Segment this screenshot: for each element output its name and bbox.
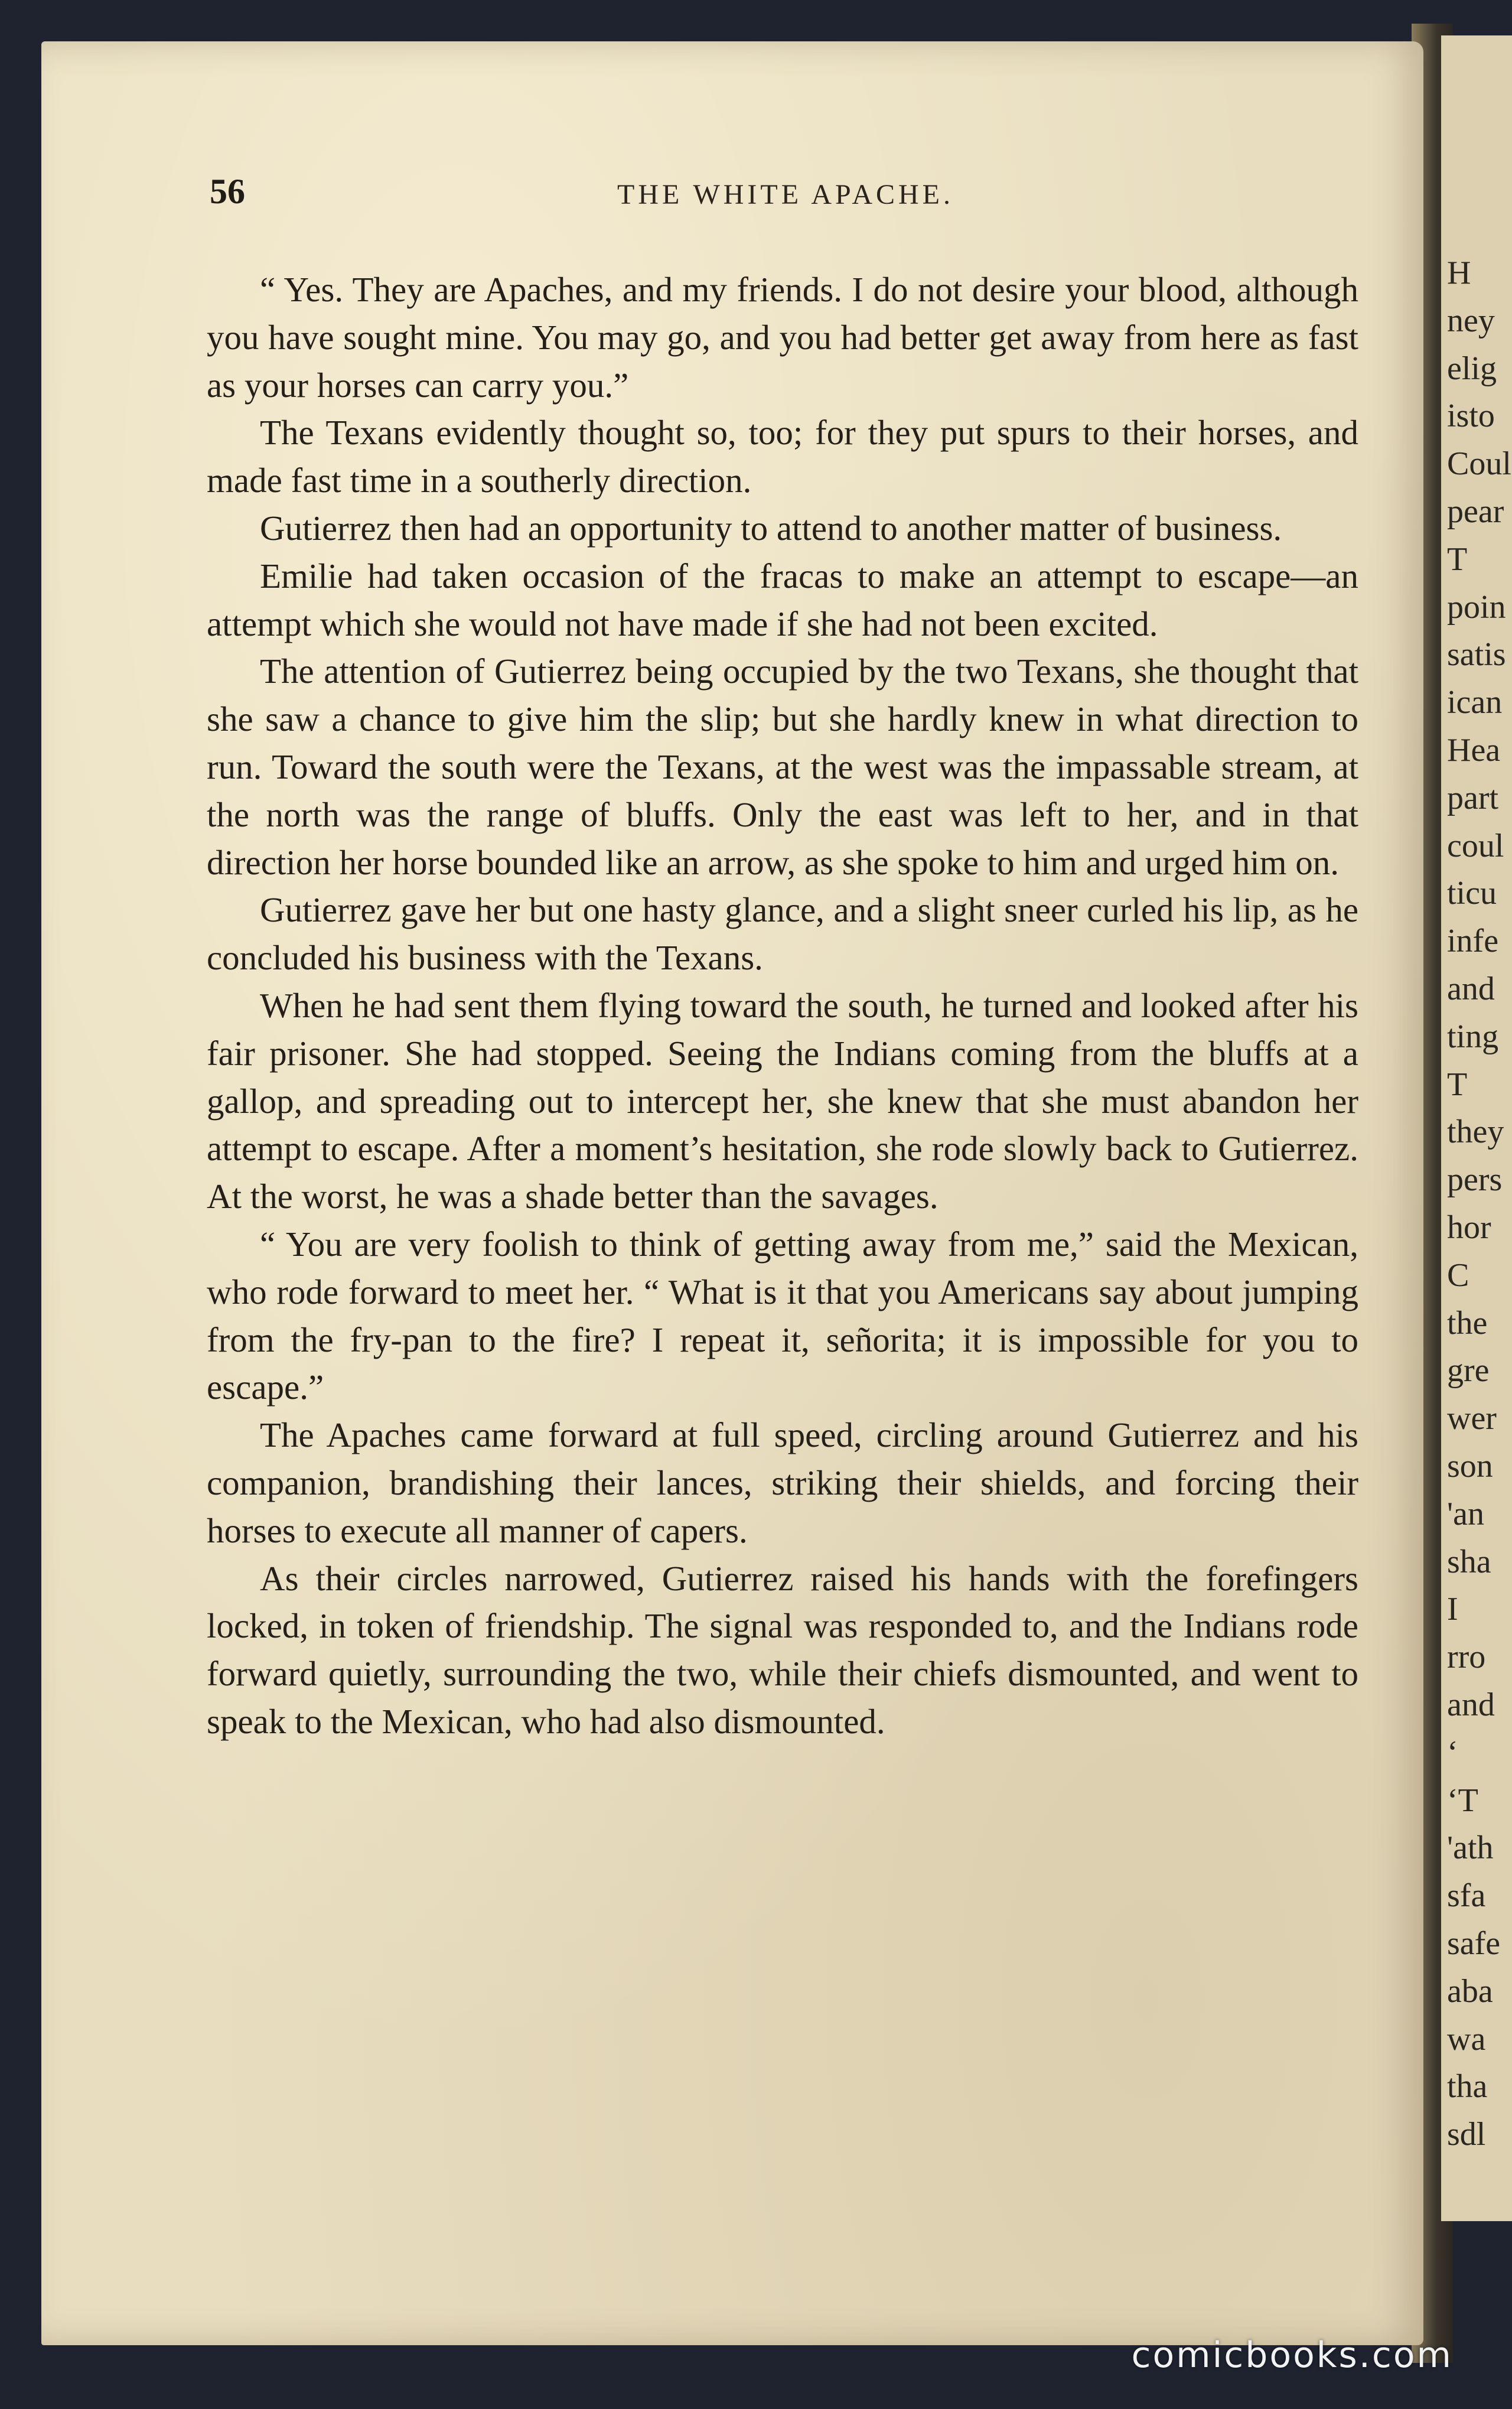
page-header xyxy=(210,171,1361,224)
facing-page-fragment: T xyxy=(1447,541,1468,578)
paragraph: The Texans evidently thought so, too; for they put spurs to their horses, and made fast time in a southerly direction. xyxy=(207,413,1358,500)
paragraph: The attention of Gutierrez being occupied by the two Texans, she thought that she saw a chance to give him the slip; but she hardly knew in what direction to run. Toward the south were the Texans, at the west was the impassable stream, at the north was the range of bluffs. Only the east was left to her, and in that direction her horse bounded like an arrow, as she spoke to him and urged him on. xyxy=(207,652,1358,882)
running-title: THE WHITE APACHE. xyxy=(617,179,954,210)
body-text xyxy=(207,266,1358,1746)
paragraph: The Apaches came forward at full speed, circling around Gutierrez and his companion, brandishing their lances, striking their shields, and forcing their horses to execute all manner of capers. xyxy=(207,1415,1358,1550)
facing-page-fragment: sha xyxy=(1447,1543,1491,1580)
facing-page-fragment: ticu xyxy=(1447,875,1497,912)
facing-page-fragment: coul xyxy=(1447,827,1504,864)
facing-page-fragment: isto xyxy=(1447,398,1495,435)
facing-page-fragment: I xyxy=(1447,1591,1458,1628)
facing-page-fragment: tha xyxy=(1447,2068,1488,2105)
facing-page-fragment: poin xyxy=(1447,588,1506,626)
paragraph: “ Yes. They are Apaches, and my friends. I do not desire your blood, although you have sought mine. You may go, and you had better get away from here as fast as your horses can carry you.” xyxy=(207,270,1358,405)
facing-page-fragment: son xyxy=(1447,1448,1493,1485)
facing-page-fragment: C xyxy=(1447,1256,1469,1294)
facing-page-fragment: ‘T xyxy=(1447,1782,1478,1819)
site-watermark: comicbooks.com xyxy=(1131,2335,1453,2376)
facing-page-fragment: satis xyxy=(1447,636,1506,673)
facing-page-fragment: T xyxy=(1447,1066,1468,1103)
facing-page-fragment: elig xyxy=(1447,350,1497,387)
facing-page-fragment: ting xyxy=(1447,1018,1499,1055)
facing-page-fragment: the xyxy=(1447,1304,1488,1342)
facing-page-fragment: ican xyxy=(1447,684,1503,721)
paragraph: “ You are very foolish to think of getting away from me,” said the Mexican, who rode forward to meet her. “ What is it that you Americans say about jumping from the fry-pan to the fire? I repeat it, señorita; it is impossible for you to escape.” xyxy=(207,1224,1358,1407)
facing-page-fragment: ‘ xyxy=(1447,1734,1458,1771)
facing-page-fragment: Hea xyxy=(1447,732,1501,769)
facing-page-fragment: pers xyxy=(1447,1161,1503,1199)
facing-page-fragment: 'ath xyxy=(1447,1829,1494,1867)
paragraph: Emilie had taken occasion of the fracas to make an attempt to escape—an attempt which she would not have made if she had not been excited. xyxy=(207,556,1358,643)
facing-page-fragment: gre xyxy=(1447,1352,1490,1389)
paragraph: Gutierrez then had an opportunity to attend to another matter of business. xyxy=(260,508,1282,548)
facing-page-fragment: infe xyxy=(1447,923,1499,960)
facing-page-fragment: sdl xyxy=(1447,2116,1486,2153)
facing-page-fragment: 'an xyxy=(1447,1495,1484,1532)
page-number: 56 xyxy=(210,172,245,211)
facing-page-fragment: wer xyxy=(1447,1400,1497,1437)
paragraph: Gutierrez gave her but one hasty glance, and a slight sneer curled his lip, as he concluded his business with the Texans. xyxy=(207,890,1358,978)
facing-page-fragment: H xyxy=(1447,255,1471,291)
facing-page-fragment: aba xyxy=(1447,1972,1493,2010)
paragraph: When he had sent them flying toward the south, he turned and looked after his fair prisoner. She had stopped. Seeing the Indians coming from the bluffs at a gallop, and spreading out to intercept her, she knew that she must abandon her attempt to escape. After a moment’s hesitation, she rode slowly back to Gutierrez. At the worst, he was a shade better than the savages. xyxy=(207,985,1358,1216)
facing-page-fragment: wa xyxy=(1447,2020,1486,2058)
paragraph: As their circles narrowed, Gutierrez raised his hands with the forefingers locked, in token of friendship. The signal was responded to, and the Indians rode forward quietly, surrounding the two, while their chiefs dismounted, and went to speak to the Mexican, who had also dismounted. xyxy=(207,1558,1358,1741)
facing-page-fragment: part xyxy=(1447,779,1499,816)
facing-page-fragment: ney xyxy=(1447,302,1495,339)
facing-page-fragment: they xyxy=(1447,1114,1504,1151)
facing-page-fragment: and xyxy=(1447,971,1495,1007)
facing-page-fragment: and xyxy=(1447,1687,1495,1723)
facing-page-fragment: hor xyxy=(1447,1209,1491,1246)
facing-page-fragment: safe xyxy=(1447,1925,1501,1962)
facing-page-edge xyxy=(1441,35,1512,2221)
facing-page-fragment: pear xyxy=(1447,493,1504,530)
facing-page-fragment: sfa xyxy=(1447,1877,1486,1915)
facing-page-fragment: Coul xyxy=(1447,445,1511,483)
facing-page-fragment: rro xyxy=(1447,1639,1486,1676)
